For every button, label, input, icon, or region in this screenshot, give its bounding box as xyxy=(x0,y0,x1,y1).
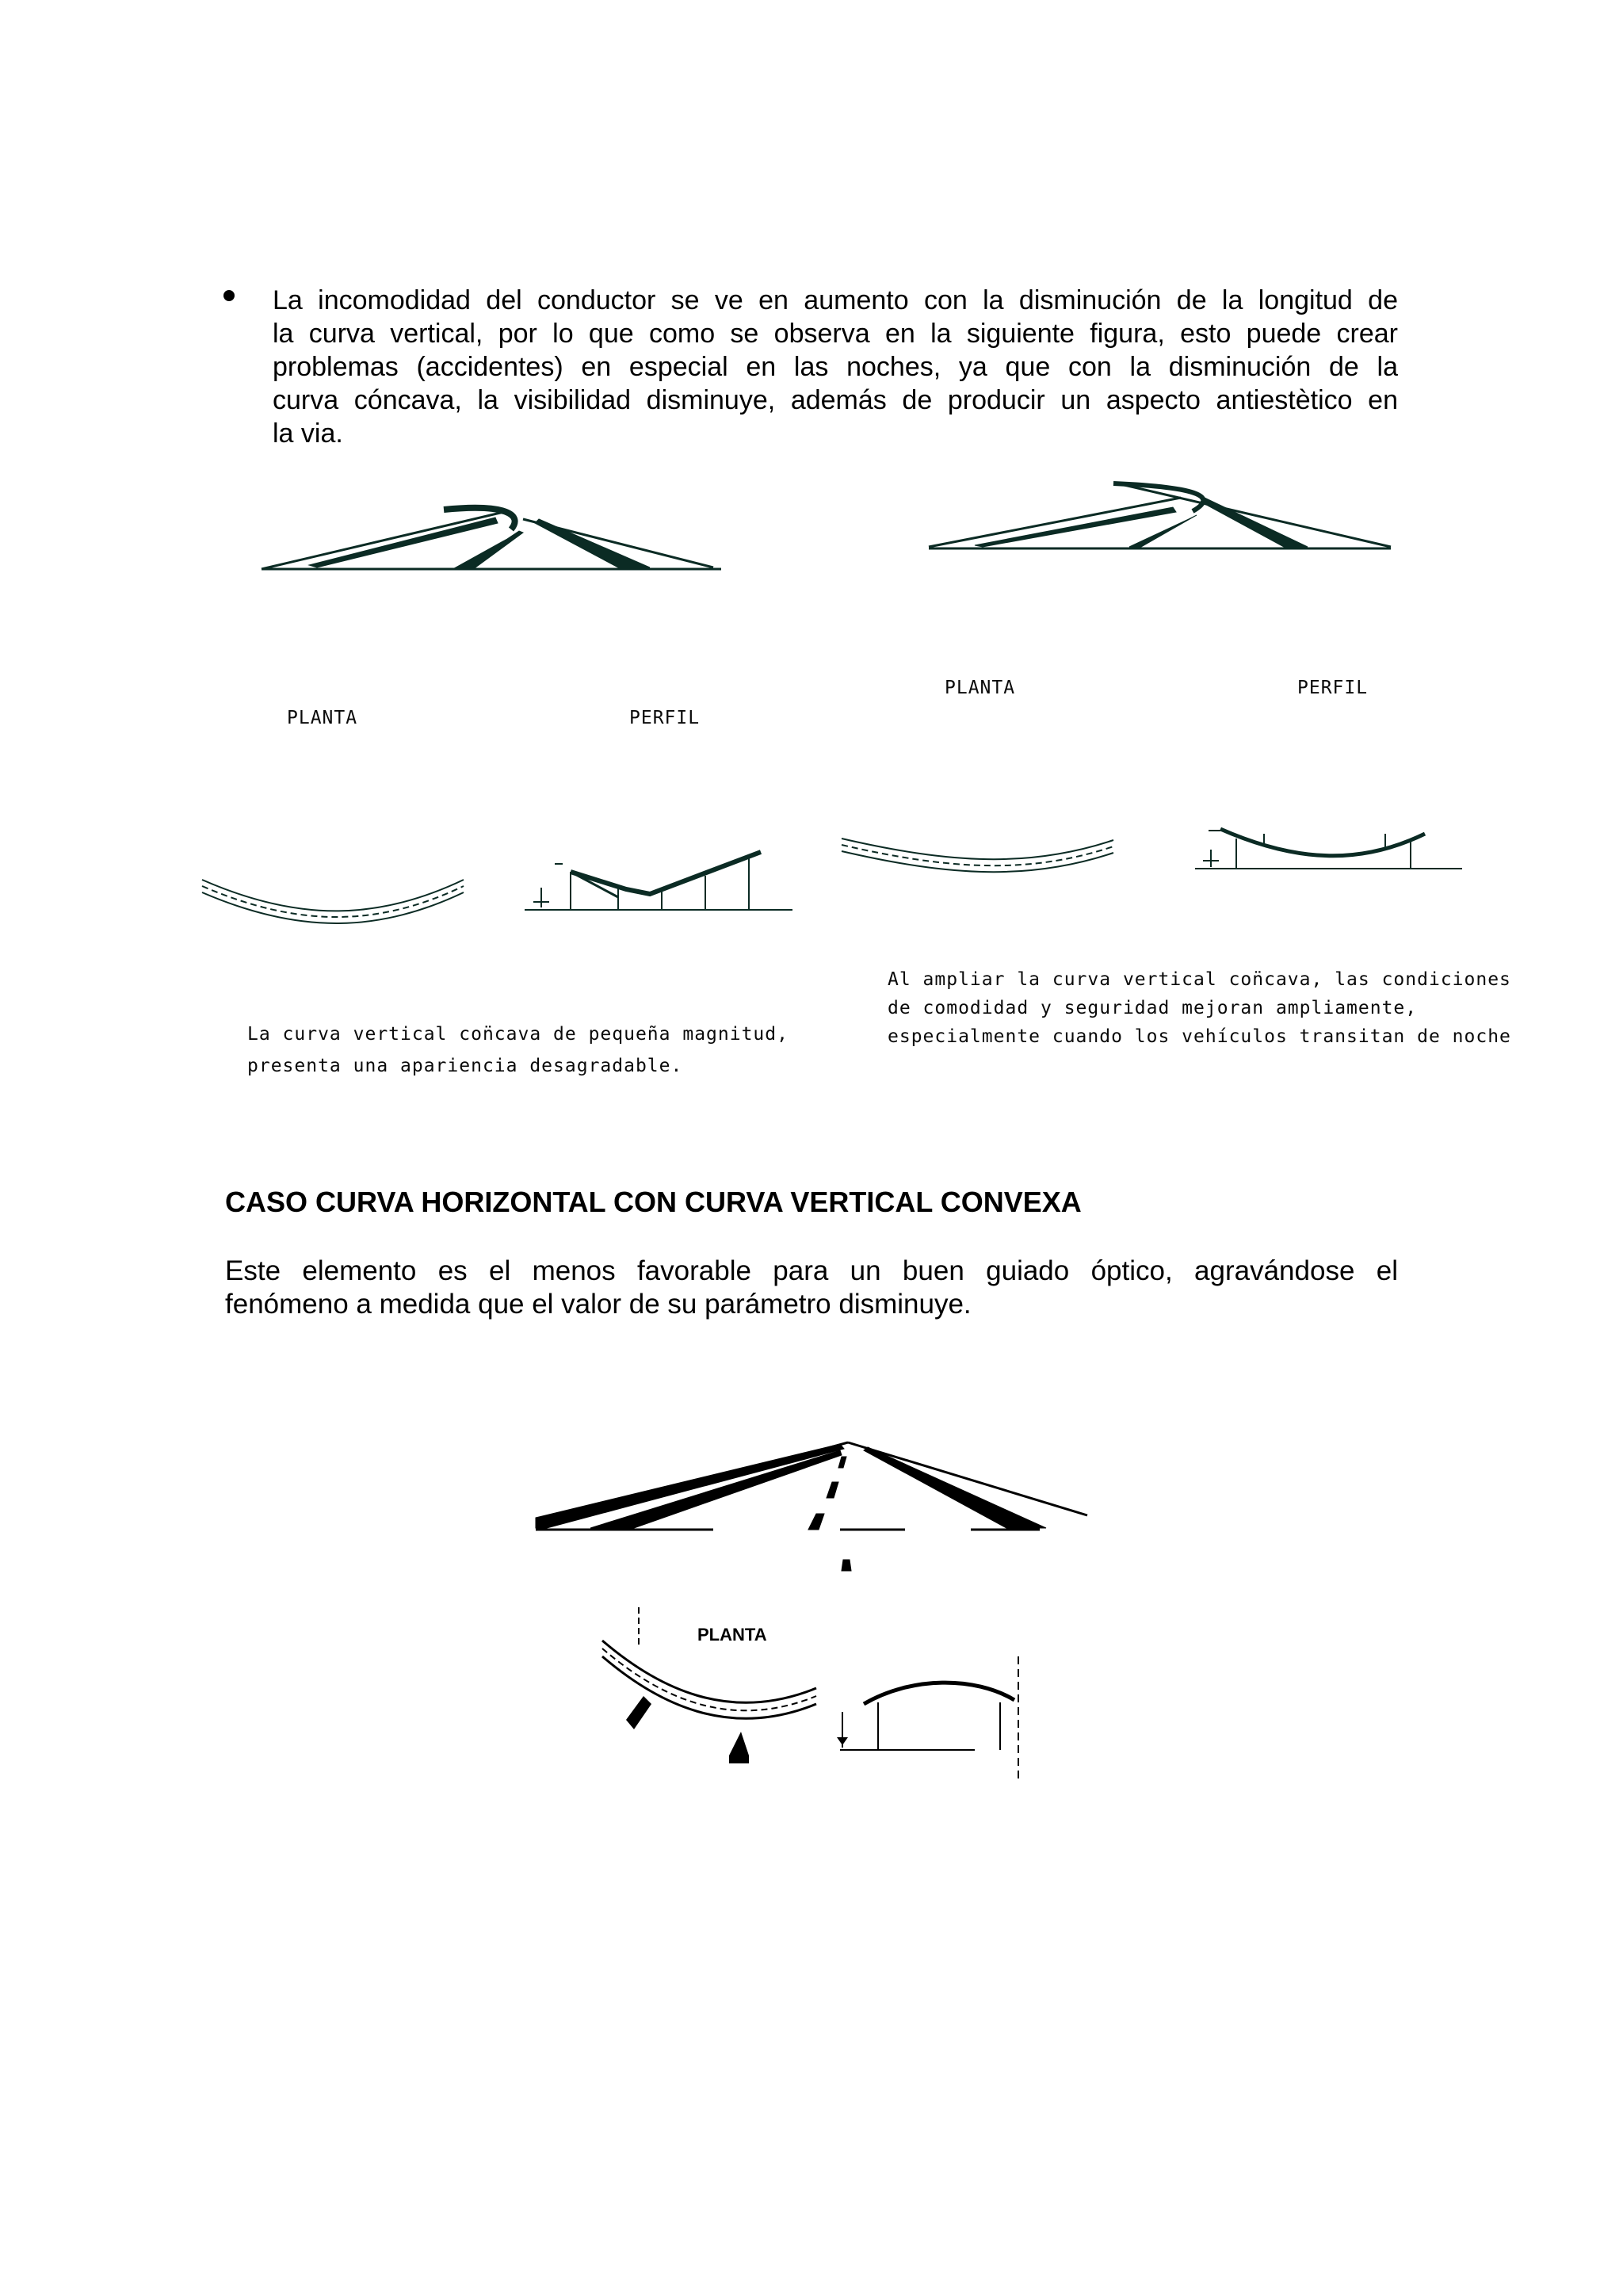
section-body xyxy=(225,1255,1398,1321)
paragraph-line: problemas (accidentes) en especial en las noches, ya que con la disminución de la xyxy=(273,352,1398,382)
bullet-paragraph xyxy=(273,284,1398,450)
caption-right-line: especialmente cuando los vehículos transitan de noche xyxy=(888,1026,1511,1047)
paragraph-line: La incomodidad del conductor se ve en aumento con la disminución de la longitud de xyxy=(273,285,1398,315)
planta-label-convex: PLANTA xyxy=(697,1625,767,1645)
body-line: Este elemento es el menos favorable para un buen guiado óptico, agravándose el xyxy=(225,1255,1398,1286)
planta-label-right: PLANTA xyxy=(945,678,1016,698)
paragraph-line: curva cóncava, la visibilidad disminuye, además de producir un aspecto antiestètico en xyxy=(273,385,1398,415)
section-heading: CASO CURVA HORIZONTAL CON CURVA VERTICAL CONVEXA xyxy=(225,1186,1082,1218)
perfil-label-right: PERFIL xyxy=(1297,678,1369,698)
planta-label-left: PLANTA xyxy=(287,708,358,728)
caption-right-line: Al ampliar la curva vertical con̈cava, las condiciones xyxy=(888,969,1511,990)
paragraph-line: la curva vertical, por lo que como se observa en la siguiente figura, esto puede crear xyxy=(273,319,1398,349)
caption-left-line: La curva vertical con̈cava de pequeña magnitud, xyxy=(247,1024,789,1045)
paragraph-line: la via. xyxy=(273,418,343,449)
perfil-label-left: PERFIL xyxy=(629,708,701,728)
body-line: fenómeno a medida que el valor de su parámetro disminuye. xyxy=(225,1289,972,1320)
caption-left-line: presenta una apariencia desagradable. xyxy=(247,1056,683,1076)
bullet-marker xyxy=(223,290,235,301)
caption-right-line: de comodidad y seguridad mejoran ampliamente, xyxy=(888,998,1418,1018)
